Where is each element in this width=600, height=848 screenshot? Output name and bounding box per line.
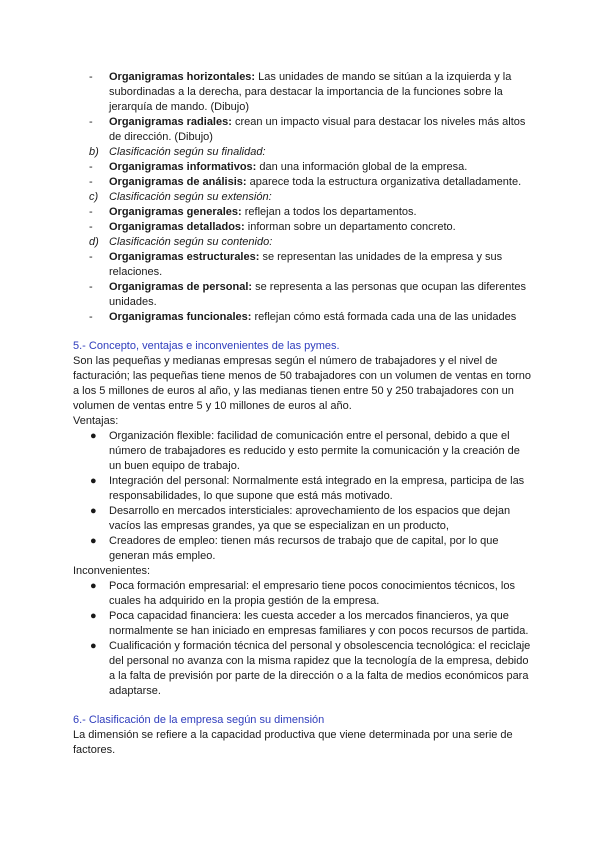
dash-marker: -	[89, 161, 93, 173]
bullet-marker: ●	[90, 430, 97, 442]
org-list-c	[73, 205, 533, 235]
list-item	[73, 310, 533, 325]
dash-marker: -	[89, 311, 93, 323]
dash-marker: -	[89, 221, 93, 233]
description: reflejan a todos los departamentos.	[241, 206, 417, 218]
subheading-marker: b)	[89, 146, 99, 158]
term: Organigramas funcionales:	[109, 311, 252, 323]
subheading-marker: c)	[89, 191, 99, 203]
term: Organigramas detallados:	[109, 221, 245, 233]
subheading-label: Clasificación según su extensión:	[109, 191, 272, 203]
section-6-text: La dimensión se refiere a la capacidad productiva que viene determinada por una serie de factores.	[73, 729, 513, 756]
item-text: Integración del personal: Normalmente está integrado en la empresa, participa de las responsabilidades, lo que supone que está más motivado.	[109, 475, 525, 502]
description: reflejan cómo está formada cada una de las unidades	[251, 311, 517, 323]
dash-marker: -	[89, 251, 93, 263]
list-item	[73, 609, 533, 639]
document-content	[73, 70, 533, 758]
description: se representa a las personas que ocupan las diferentes unidades.	[109, 281, 526, 308]
inconvenientes-list	[73, 579, 533, 699]
subheading-marker: d)	[89, 236, 99, 248]
dash-marker: -	[89, 116, 93, 128]
list-item	[73, 474, 533, 504]
dash-marker: -	[89, 176, 93, 188]
bullet-marker: ●	[90, 505, 97, 517]
bullet-marker: ●	[90, 640, 97, 652]
term: Organigramas horizontales:	[109, 71, 256, 83]
org-list-b	[73, 160, 533, 190]
term: Organigramas estructurales:	[109, 251, 260, 263]
list-item	[73, 205, 533, 220]
section-5-title: 5.- Concepto, ventajas e inconvenientes de las pymes.	[73, 340, 340, 352]
section-5-intro: Son las pequeñas y medianas empresas según el número de trabajadores y el nivel de facturación; las pequeñas tiene menos de 50 trabajadores con un volumen de ventas en torno a los 5 millones de euros al año, y las medianas tienen entre 50 y 250 trabajadores con un volumen de ventas entre 5 y 10 millones de euros al año.	[73, 355, 532, 412]
term: Organigramas de personal:	[109, 281, 253, 293]
list-item	[73, 115, 533, 145]
org-list-1	[73, 70, 533, 145]
ventajas-list	[73, 429, 533, 564]
org-list-d	[73, 250, 533, 325]
description: Las unidades de mando se sitúan a la izquierda y la subordinadas a la derecha, para destacar la importancia de la funciones sobre la jerarquía de mando. (Dibujo)	[109, 71, 512, 113]
dash-marker: -	[89, 281, 93, 293]
description: aparece toda la estructura organizativa detalladamente.	[246, 176, 522, 188]
inconvenientes-label: Inconvenientes:	[73, 565, 151, 577]
term: Organigramas de análisis:	[109, 176, 247, 188]
subheading-d	[73, 235, 533, 250]
bullet-marker: ●	[90, 475, 97, 487]
list-item	[73, 639, 533, 699]
term: Organigramas informativos:	[109, 161, 257, 173]
list-item	[73, 175, 533, 190]
description: crean un impacto visual para destacar los niveles más altos de dirección. (Dibujo)	[109, 116, 526, 143]
bullet-marker: ●	[90, 610, 97, 622]
item-text: Cualificación y formación técnica del personal y obsolescencia tecnológica: el reciclaje del personal no avanza con la misma rapidez que la tecnología de la empresa, debido a la falta de previsión por parte de la dirección o a la falta de medios económicos para adaptarse.	[109, 640, 531, 697]
term: Organigramas generales:	[109, 206, 242, 218]
ventajas-label: Ventajas:	[73, 415, 119, 427]
subheading-label: Clasificación según su finalidad:	[109, 146, 266, 158]
subheading-c	[73, 190, 533, 205]
dash-marker: -	[89, 206, 93, 218]
description: informan sobre un departamento concreto.	[244, 221, 456, 233]
list-item	[73, 160, 533, 175]
subheading-b	[73, 145, 533, 160]
list-item	[73, 250, 533, 280]
subheading-label: Clasificación según su contenido:	[109, 236, 273, 248]
bullet-marker: ●	[90, 580, 97, 592]
item-text: Poca capacidad financiera: les cuesta acceder a los mercados financieros, ya que normalmente se han iniciado en empresas familiares y con pocos recursos de partida.	[109, 610, 529, 637]
list-item	[73, 280, 533, 310]
item-text: Organización flexible: facilidad de comunicación entre el personal, debido a que el número de trabajadores es reducido y esto permite la comunicación y la creación de un buen equipo de trabajo.	[109, 430, 520, 472]
list-item	[73, 429, 533, 474]
description: dan una información global de la empresa.	[256, 161, 468, 173]
item-text: Desarrollo en mercados intersticiales: aprovechamiento de los espacios que dejan vacíos las empresas grandes, ya que se especializan en un producto,	[109, 505, 511, 532]
dash-marker: -	[89, 71, 93, 83]
section-6-title: 6.- Clasificación de la empresa según su dimensión	[73, 714, 325, 726]
list-item	[73, 504, 533, 534]
list-item	[73, 579, 533, 609]
list-item	[73, 220, 533, 235]
term: Organigramas radiales:	[109, 116, 232, 128]
bullet-marker: ●	[90, 535, 97, 547]
description: se representan las unidades de la empresa y sus relaciones.	[109, 251, 503, 278]
list-item	[73, 534, 533, 564]
item-text: Poca formación empresarial: el empresario tiene pocos conocimientos técnicos, los cuales ha adquirido en la propia gestión de la empresa.	[109, 580, 515, 607]
item-text: Creadores de empleo: tienen más recursos de trabajo que de capital, por lo que generan más empleo.	[109, 535, 499, 562]
list-item	[73, 70, 533, 115]
